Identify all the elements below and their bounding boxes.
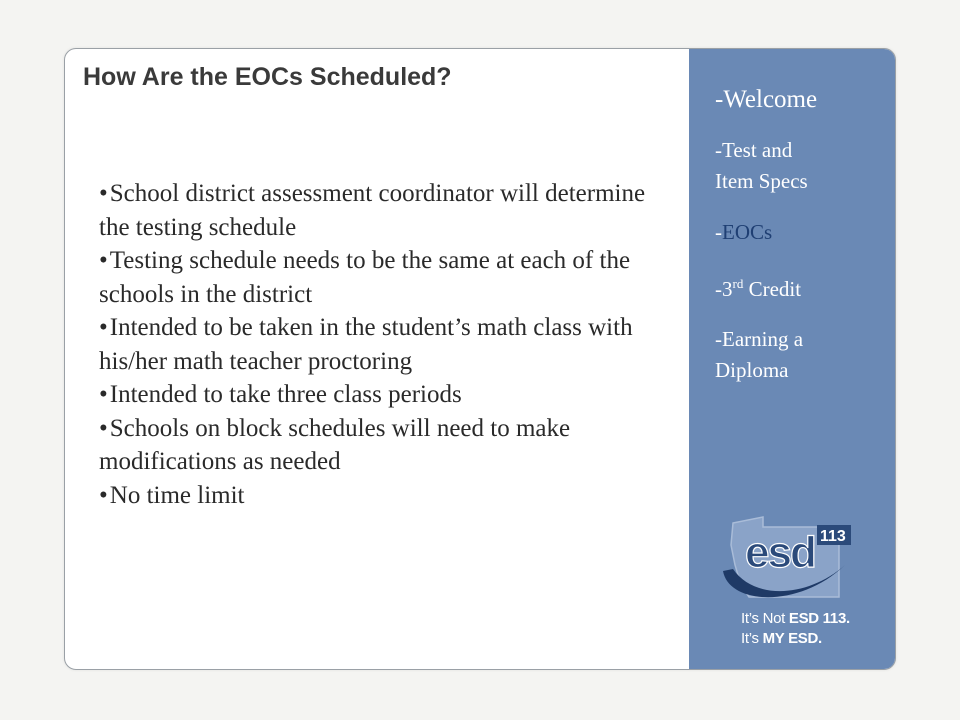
bullet-glyph: • — [99, 481, 108, 509]
slide-content — [65, 49, 689, 669]
bullet-item: •Intended to be taken in the student’s math class with his/her math teacher proctoring — [99, 314, 633, 375]
nav-item-test-item-specs[interactable]: -Test and Item Specs — [715, 138, 808, 193]
bullet-item: •No time limit — [99, 481, 245, 509]
slide-card — [64, 48, 896, 670]
bullet-item: •Testing schedule needs to be the same at each of the schools in the district — [99, 247, 631, 308]
slide-title: How Are the EOCs Scheduled? — [83, 63, 452, 91]
bullet-item: •Intended to take three class periods — [99, 381, 462, 408]
nav-item-eocs[interactable]: -EOCs — [715, 220, 773, 244]
nav-item-welcome[interactable]: -Welcome — [715, 86, 818, 113]
nav-item-eocs-label: EOCs — [722, 220, 773, 244]
sidebar-nav — [715, 83, 885, 386]
bullet-glyph: • — [99, 381, 108, 408]
tagline: It’s Not ESD 113. It’s MY ESD. — [741, 610, 850, 647]
bullet-item: •School district assessment coordinator will determine the testing schedule — [99, 180, 646, 241]
bullet-glyph: • — [99, 414, 108, 442]
logo-text-esd: esd — [745, 528, 815, 577]
bullet-item: •Schools on block schedules will need to make modifications as needed — [99, 414, 571, 475]
nav-item-3rd-credit[interactable]: -3rd Credit — [715, 276, 802, 301]
sidebar — [689, 49, 895, 669]
bullet-list — [99, 177, 659, 512]
bullet-glyph: • — [99, 180, 108, 207]
esd-113-logo — [719, 505, 869, 615]
logo-number: 113 — [820, 528, 846, 545]
bullet-glyph: • — [99, 247, 108, 274]
nav-item-earning-diploma[interactable]: -Earning a Diploma — [715, 327, 804, 382]
bullet-glyph: • — [99, 314, 108, 341]
